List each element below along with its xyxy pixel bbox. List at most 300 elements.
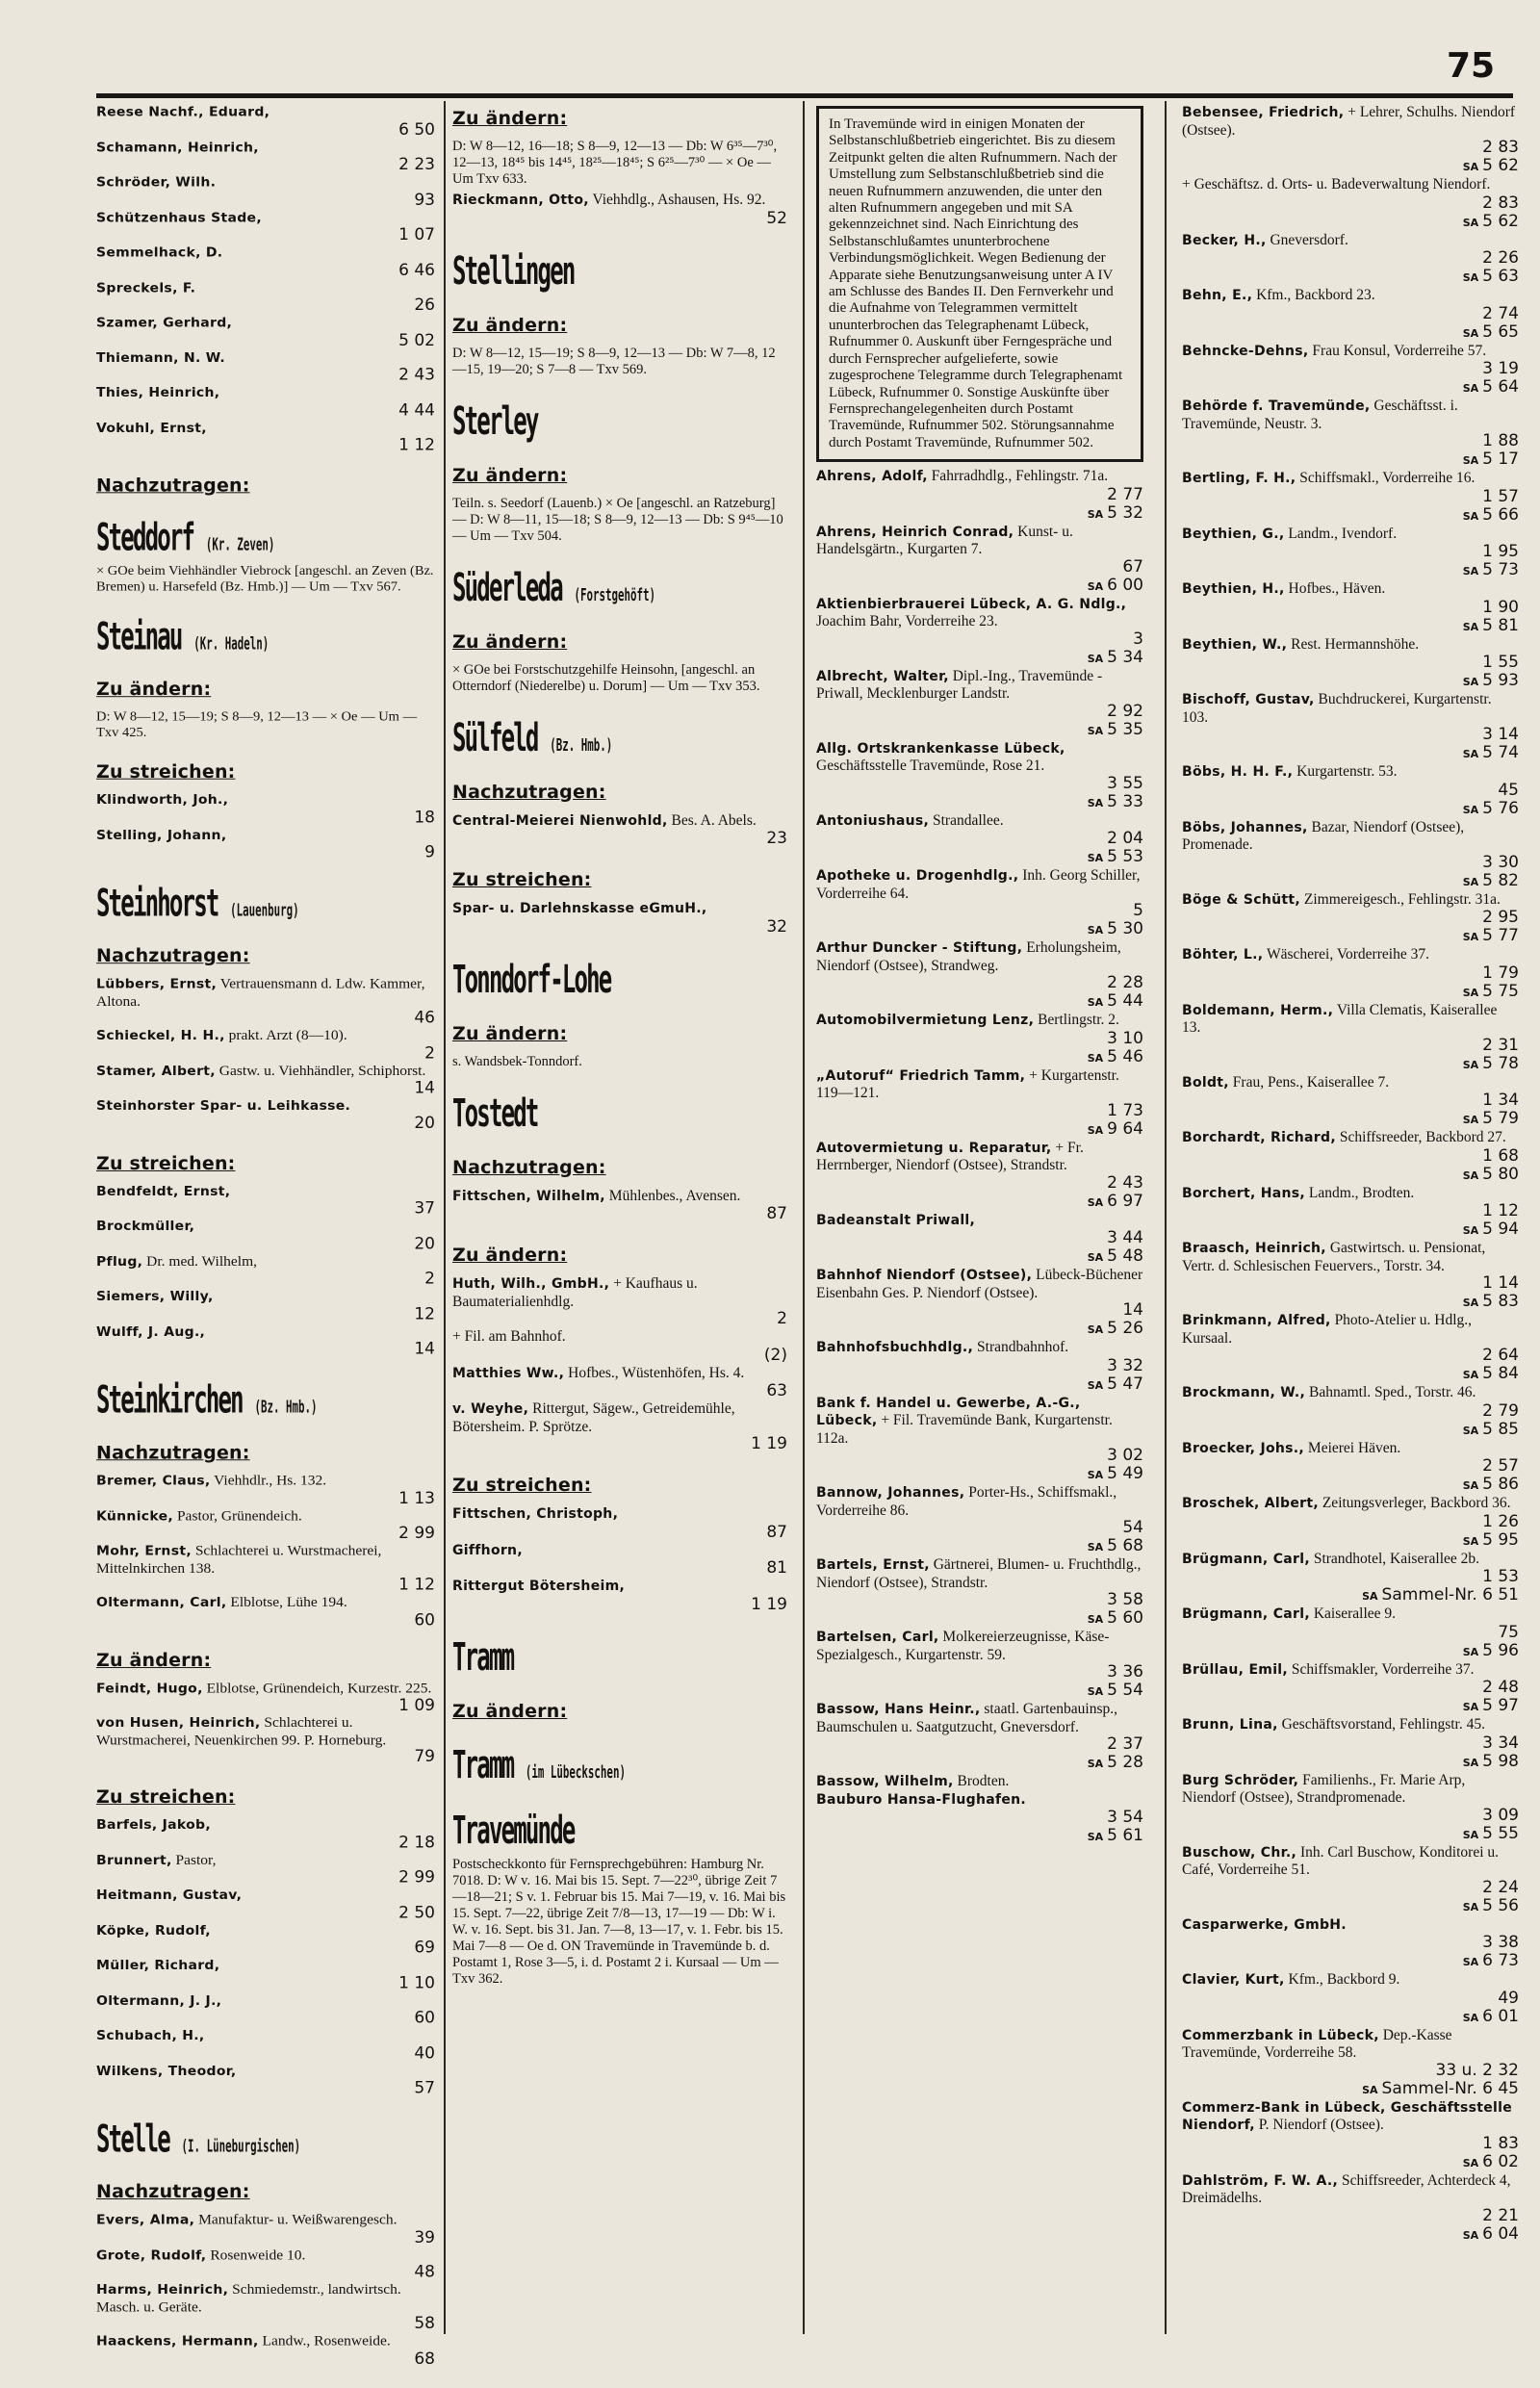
sa-label: SA: [1087, 1758, 1104, 1771]
directory-entry: [1182, 1971, 1519, 2027]
entry-info: Rittergut, Sägew., Getreidemühle, Bötersheim. P. Sprötze.: [452, 1400, 735, 1435]
entry-name: Spreckels, F.: [96, 280, 196, 295]
phone-number: 46: [414, 1008, 435, 1028]
entry-phone: [1182, 543, 1519, 561]
sa-label: SA: [1087, 852, 1104, 865]
entry-phone: [452, 830, 787, 848]
place-region: (Bz. Hmb.): [550, 734, 613, 756]
sa-label: SA: [1462, 326, 1479, 340]
entry-name: Antoniushaus,: [816, 812, 930, 829]
place-info: Postscheckkonto für Fernsprechgebühren: Hamburg Nr. 7018. D: W v. 16. Mai bis 15. Sept. 7—22³⁰, übrige Zeit 7—18—21; S v. 1. Februar bis 15. Mai 7—19, v. 16. Mai bis 15. Sept. 7—22, übrige Zeit 7/8—13, 17—19 — Db: W i. W. v. 16. Sept. bis 31. Jan. 7—8, 13—17, v. 1. Febr. bis 15. Mai 7—8 — Oe d. ON Travemünde in Travemünde b. d. Postamt 1, Rose 3—5, i. d. Postamt 2 i. Kursaal — Um — Txv 362.: [452, 1856, 786, 1987]
entry-name: Fittschen, Christoph,: [452, 1506, 619, 1522]
entry-info: Landm., Brodten.: [1308, 1184, 1415, 1201]
directory-entry: [96, 1680, 435, 1714]
entry-sa-phone: [816, 1375, 1143, 1395]
entry-name: Bassow, Hans Heinr.,: [816, 1702, 981, 1718]
place-name: Tramm: [452, 1742, 514, 1787]
directory-entry: [96, 1817, 435, 1852]
entry-name: Stelling, Johann,: [96, 827, 227, 843]
entry-name: Bremer, Claus,: [96, 1473, 211, 1489]
place-region: (Kr. Hadeln): [193, 634, 270, 655]
entry-phone: [816, 1301, 1143, 1320]
entry-info: Geschäftsvorstand, Fehlingstr. 45.: [1281, 1716, 1485, 1733]
entry-name: Central-Meierei Nienwohld,: [452, 812, 668, 829]
entry-phone: [1182, 432, 1519, 450]
entry-name: Beythien, W.,: [1182, 636, 1288, 653]
sa-label: SA: [1087, 507, 1104, 521]
entry-name: Reese Nachf., Eduard,: [96, 104, 270, 120]
entry-name: Harms, Heinrich,: [96, 2282, 229, 2298]
directory-entry: [96, 791, 435, 826]
place-info: Teiln. s. Seedorf (Lauenb.) × Oe [angeschl. an Ratzeburg] — D: W 8—11, 15—18; S 8—9, 12—13 — Db: S 9⁴⁵—10 — Um — Txv 504.: [452, 495, 783, 544]
sa-number: 5 28: [1107, 1753, 1143, 1773]
entry-phone: [96, 2044, 435, 2062]
entry-name: Matthies Ww.,: [452, 1365, 565, 1381]
entry-phone: [452, 1435, 787, 1453]
phone-number: 23: [766, 829, 787, 848]
entry-phone: [1182, 194, 1519, 213]
entry-sa-phone: [816, 992, 1143, 1012]
entry-sa-phone: [1182, 1110, 1519, 1129]
phone-number: 6 50: [398, 120, 435, 140]
entry-name: Behörde f. Travemünde,: [1182, 398, 1371, 414]
phone-number: 2 43: [398, 366, 435, 385]
place-info: s. Wandsbek-Tonndorf.: [452, 1053, 582, 1069]
section-heading: Zu ändern:: [452, 1245, 568, 1266]
sa-number: 5 68: [1107, 1536, 1143, 1556]
entry-sa-phone: [1182, 561, 1519, 580]
entry-info: Bahnamtl. Sped., Torstr. 46.: [1308, 1384, 1476, 1400]
sa-number: 5 33: [1107, 791, 1143, 811]
phone-number: 63: [766, 1381, 787, 1400]
entry-list: [1182, 104, 1519, 2245]
place-name: Steddorf: [96, 516, 194, 560]
entry-list: [96, 2212, 435, 2369]
entry-list: [452, 192, 787, 228]
entry-phone: [96, 2316, 435, 2333]
phone-number: 2 64: [1482, 1346, 1519, 1365]
phone-number: 2: [424, 1043, 435, 1063]
directory-entry: [816, 867, 1143, 939]
entry-info: Strandhotel, Kaiserallee 2b.: [1313, 1550, 1480, 1567]
phone-number: 1 12: [398, 436, 435, 455]
phone-number: 75: [1498, 1622, 1519, 1642]
place-heading: [452, 1809, 654, 1853]
entry-name: Steinhorster Spar- u. Leihkasse.: [96, 1098, 351, 1114]
place-heading: [96, 616, 299, 659]
entry-phone: [1182, 1402, 1519, 1421]
place-region: (Lauenburg): [230, 901, 299, 921]
phone-number: 87: [766, 1522, 787, 1542]
entry-phone: [96, 1200, 435, 1218]
directory-entry: [96, 1253, 435, 1288]
place-heading: [96, 2118, 299, 2162]
entry-info: Kunst- u. Handelsgärtn., Kurgarten 7.: [816, 523, 1073, 558]
entry-phone: [96, 226, 435, 244]
directory-entry: [1182, 1495, 1519, 1551]
place-heading: [452, 566, 654, 610]
entry-phone: [1182, 1202, 1519, 1220]
entry-info: Schiffsmakl., Vorderreihe 16.: [1299, 470, 1476, 486]
sa-label: SA: [1087, 1541, 1104, 1554]
place-region: (I. Lüneburgischen): [181, 2136, 301, 2157]
sa-number: 5 86: [1482, 1475, 1519, 1494]
entry-phone: [816, 1102, 1143, 1120]
phone-number: 14: [1122, 1300, 1143, 1321]
column-divider: [444, 101, 446, 2334]
entry-info: Gastwirtsch. u. Pensionat, Vertr. d. Schlesischen Feuervers., Torstr. 34.: [1182, 1240, 1486, 1274]
entry-phone: [96, 402, 435, 420]
sa-label: SA: [1462, 875, 1479, 888]
entry-name: Commerzbank in Lübeck,: [1182, 2027, 1379, 2043]
entry-name: von Husen, Heinrich,: [96, 1715, 261, 1732]
entry-phone: [1182, 1734, 1519, 1753]
sa-number: 5 75: [1482, 981, 1519, 1001]
directory-entry: [1182, 891, 1519, 947]
entry-info: Dipl.-Ing., Travemünde - Priwall, Mecklenburger Landstr.: [816, 667, 1103, 703]
sa-number: 5 46: [1107, 1046, 1143, 1066]
entry-name: Bank f. Handel u. Gewerbe, A.-G., Lübeck,: [816, 1395, 1081, 1429]
entry-name: Grote, Rudolf,: [96, 2247, 207, 2263]
entry-name: Bassow, Wilhelm,: [816, 1774, 954, 1790]
directory-entry: [96, 1887, 435, 1921]
column-divider: [1165, 101, 1167, 2334]
entry-info: Erholungsheim, Niendorf (Ostsee), Strandweg.: [816, 939, 1121, 974]
directory-entry: [96, 420, 435, 454]
directory-entry: [96, 174, 435, 209]
sa-number: 5 61: [1107, 1826, 1143, 1846]
section-heading: Zu ändern:: [452, 1022, 568, 1044]
entry-phone: [96, 1697, 435, 1714]
directory-entry: [816, 1140, 1143, 1212]
entry-info: Fahrradhdlg., Fehlingstr. 71a.: [931, 468, 1109, 485]
sa-number: 5 79: [1482, 1109, 1519, 1128]
entry-info: Photo-Atelier u. Hdlg., Kursaal.: [1182, 1312, 1473, 1347]
page-number: 75: [1447, 46, 1496, 86]
directory-entry: [96, 2247, 435, 2281]
entry-sa-phone: [1182, 1642, 1519, 1661]
sa-number: 5 73: [1482, 560, 1519, 579]
entry-sa-phone: [816, 1465, 1143, 1484]
phone-number: 57: [414, 2078, 435, 2098]
entry-info: + Fr. Herrnberger, Niendorf (Ostsee), Strandstr.: [816, 1139, 1084, 1174]
entry-info: Strandallee.: [933, 811, 1004, 829]
entry-sa-phone: [1182, 617, 1519, 636]
sa-number: Sammel-Nr. 6 45: [1381, 2078, 1519, 2098]
entry-sa-phone: [816, 1048, 1143, 1067]
sa-label: SA: [1362, 2083, 1378, 2096]
directory-entry: [96, 104, 435, 139]
entry-sa-phone: [1182, 872, 1519, 891]
directory-entry: [816, 1701, 1143, 1773]
entry-phone: [1182, 360, 1519, 378]
entry-info: Inh. Carl Buschow, Konditorei u. Café, Vorderreihe 51.: [1182, 1843, 1500, 1878]
entry-phone: [96, 1869, 435, 1887]
phone-number: 45: [1498, 780, 1519, 800]
entry-info: Elblotse, Grünendeich, Kurzestr. 225.: [206, 1680, 432, 1696]
phone-number: 69: [414, 1938, 435, 1958]
phone-number: 48: [414, 2263, 435, 2282]
phone-number: 1 79: [1482, 963, 1519, 983]
directory-entry: [96, 1922, 435, 1957]
phone-number: 14: [414, 1339, 435, 1359]
sa-label: SA: [1087, 1051, 1104, 1065]
directory-entry: [96, 1063, 435, 1097]
entry-sa-phone: [1182, 268, 1519, 287]
entry-sa-phone: [816, 1193, 1143, 1212]
entry-phone: [816, 1357, 1143, 1375]
entry-list: [452, 812, 787, 849]
entry-phone: [452, 918, 787, 937]
place-heading: [452, 399, 654, 444]
entry-name: Boldt,: [1182, 1074, 1229, 1091]
directory-entry: [816, 1484, 1143, 1556]
entry-name: Bertling, F. H.,: [1182, 471, 1296, 486]
entry-name: Oltermann, Carl,: [96, 1595, 227, 1610]
phone-number: 1 57: [1482, 486, 1519, 506]
sa-label: SA: [1462, 1756, 1479, 1769]
sa-number: 5 44: [1107, 991, 1143, 1012]
entry-name: Thiemann, N. W.: [96, 350, 225, 366]
directory-entry: [452, 900, 787, 937]
sa-number: 5 93: [1482, 671, 1519, 690]
phone-number: 3 14: [1482, 725, 1519, 744]
entry-sa-phone: [1182, 2080, 1519, 2099]
entry-phone: [1182, 1990, 1519, 2008]
entry-name: Stamer, Albert,: [96, 1063, 216, 1079]
sa-label: SA: [1462, 676, 1479, 688]
place-name: Stellingen: [452, 248, 575, 294]
phone-number: 1 13: [398, 1488, 435, 1508]
phone-number: 2 24: [1482, 1877, 1519, 1897]
entry-info: Manufaktur- u. Weißwarengesch.: [198, 2211, 398, 2228]
directory-entry: [1182, 1129, 1519, 1185]
sa-number: 5 81: [1482, 615, 1519, 635]
sa-label: SA: [1087, 1613, 1104, 1627]
sa-number: 5 80: [1482, 1164, 1519, 1184]
entry-sa-phone: [816, 848, 1143, 867]
entry-name: Schieckel, H. H.,: [96, 1028, 225, 1043]
entry-sa-phone: [1182, 1586, 1519, 1605]
entry-info: Rest. Hermannshöhe.: [1291, 635, 1420, 653]
phone-number: 2: [424, 1269, 435, 1289]
entry-phone: [1182, 2062, 1519, 2080]
directory-entry: [1182, 580, 1519, 636]
sa-number: 5 53: [1107, 847, 1143, 867]
entry-phone: [96, 1749, 435, 1766]
entry-phone: [96, 367, 435, 384]
directory-entry: [1182, 1661, 1519, 1717]
entry-name: Brinkmann, Alfred,: [1182, 1313, 1331, 1328]
directory-entry: [96, 2333, 435, 2368]
directory-entry: [816, 939, 1143, 1012]
entry-sa-phone: [816, 721, 1143, 740]
entry-name: Wulff, J. Aug.,: [96, 1323, 206, 1340]
phone-number: 2 83: [1482, 138, 1519, 157]
entry-info: + Fil. Travemünde Bank, Kurgartenstr. 112a.: [816, 1412, 1113, 1447]
phone-number: 2 57: [1482, 1456, 1519, 1476]
entry-name: Feindt, Hugo,: [96, 1681, 203, 1696]
sa-label: SA: [1462, 509, 1479, 523]
entry-sa-phone: [816, 1247, 1143, 1267]
entry-info: Kfm., Backbord 23.: [1256, 287, 1375, 303]
phone-number: 14: [414, 1078, 435, 1098]
entry-phone: [96, 1341, 435, 1358]
entry-sa-phone: [1182, 1897, 1519, 1916]
phone-number: 2 50: [398, 1903, 435, 1922]
entry-name: Klindworth, Joh.,: [96, 792, 229, 808]
place-info: D: W 8—12, 16—18; S 8—9, 12—13 — Db: W 6³⁵—7³⁰, 12—13, 18⁴⁵ bis 14⁴⁵, 18²⁵—18⁴⁵; S 6²⁵—7³⁰ — × Oe — Um Txv 633.: [452, 139, 778, 187]
entry-phone: [96, 2350, 435, 2368]
entry-phone: [816, 558, 1143, 577]
directory-entry: [452, 1328, 787, 1365]
phone-number: 1 10: [398, 1973, 435, 1992]
phone-number: 87: [766, 1204, 787, 1223]
phone-number: 79: [414, 1747, 435, 1767]
entry-info: Schmiedemstr., landwirtsch. Masch. u. Geräte.: [96, 2281, 401, 2316]
phone-number: 2 99: [398, 1868, 435, 1887]
entry-name: Oltermann, J. J.,: [96, 1992, 222, 2009]
entry-phone: [816, 1663, 1143, 1682]
entry-phone: [96, 1490, 435, 1507]
entry-name: Köpke, Rudolf,: [96, 1922, 211, 1939]
sa-number: 6 73: [1482, 1951, 1519, 1970]
directory-entry: [816, 740, 1143, 812]
sa-number: 5 60: [1107, 1608, 1143, 1629]
entry-sa-phone: [816, 577, 1143, 596]
phone-number: 2 92: [1107, 701, 1143, 721]
sa-label: SA: [1462, 1058, 1479, 1071]
sa-label: SA: [1462, 161, 1479, 173]
directory-entry: [96, 1183, 435, 1218]
phone-number: 2: [777, 1309, 787, 1328]
entry-info: Gneversdorf.: [1270, 231, 1348, 248]
sa-number: 5 76: [1482, 798, 1519, 818]
sa-label: SA: [1462, 1534, 1479, 1548]
entry-phone: [816, 1174, 1143, 1193]
phone-number: 2 26: [1482, 248, 1519, 268]
place-region: (im Lübeckschen): [525, 1761, 626, 1783]
entry-info: Zimmereigesch., Fehlingstr. 31a.: [1303, 890, 1501, 908]
sa-number: 5 32: [1107, 502, 1143, 523]
place-info: D: W 8—12, 15—19; S 8—9, 12—13 — × Oe — Um — Txv 425.: [96, 708, 418, 740]
entry-info: prakt. Arzt (8—10).: [228, 1027, 347, 1043]
entry-name: Allg. Ortskrankenkasse Lübeck,: [816, 740, 1065, 757]
phone-number: 1 90: [1482, 597, 1519, 617]
entry-name: Müller, Richard,: [96, 1958, 220, 1973]
sa-label: SA: [1087, 1831, 1104, 1844]
entry-phone: [816, 974, 1143, 992]
sa-label: SA: [1462, 216, 1479, 229]
directory-entry: [452, 812, 787, 849]
entry-list: [96, 976, 435, 1133]
entry-name: Brügmann, Carl,: [1182, 1551, 1310, 1567]
directory-entry: [1182, 2172, 1519, 2245]
entry-name: Broecker, Johs.,: [1182, 1440, 1305, 1456]
entry-info: Vertrauensmann d. Ldw. Kammer, Altona.: [96, 975, 425, 1010]
place-heading: [452, 249, 654, 294]
entry-name: Schamann, Heinrich,: [96, 140, 259, 155]
entry-phone: [1182, 1568, 1519, 1586]
section-heading: Nachzutragen:: [452, 1156, 606, 1178]
directory-entry: [96, 244, 435, 279]
entry-name: Böbs, Johannes,: [1182, 819, 1308, 835]
entry-info: Frau, Pens., Kaiserallee 7.: [1232, 1073, 1390, 1091]
entry-info: Zeitungsverleger, Backbord 36.: [1322, 1495, 1511, 1511]
entry-info: Kurgartenstr. 53.: [1296, 763, 1398, 780]
phone-number: 2 48: [1482, 1678, 1519, 1697]
sa-number: 5 35: [1107, 719, 1143, 739]
sa-number: 5 74: [1482, 743, 1519, 762]
entry-name: Barfels, Jakob,: [96, 1817, 211, 1834]
entry-phone: [452, 1310, 787, 1328]
entry-sa-phone: [1182, 378, 1519, 398]
sa-label: SA: [1462, 2156, 1479, 2170]
directory-entry: [96, 1507, 435, 1542]
phone-number: 3 02: [1107, 1446, 1143, 1466]
entry-sa-phone: [1182, 323, 1519, 343]
directory-entry: [1182, 1384, 1519, 1440]
directory-entry: [1182, 1002, 1519, 1074]
directory-entry: [96, 1594, 435, 1629]
place-name: Travemünde: [452, 1808, 575, 1853]
entry-name: Brockmüller,: [96, 1219, 195, 1235]
entry-name: Bendfeldt, Ernst,: [96, 1184, 231, 1199]
entry-name: Lübbers, Ernst,: [96, 976, 218, 992]
entry-phone: [1182, 488, 1519, 506]
sa-label: SA: [1087, 579, 1104, 593]
entry-list: [452, 1188, 787, 1224]
entry-phone: [452, 210, 787, 228]
column-divider: [803, 101, 805, 2334]
entry-sa-phone: [1182, 800, 1519, 819]
directory-entry: [96, 1323, 435, 1358]
entry-name: Arthur Duncker - Stiftung,: [816, 940, 1023, 957]
sa-number: 6 04: [1482, 2223, 1519, 2244]
entry-phone: [452, 1596, 787, 1614]
directory-entry: [1182, 1185, 1519, 1241]
entry-list: [452, 1505, 787, 1614]
entry-sa-phone: [1182, 1753, 1519, 1772]
phone-number: 2 21: [1482, 2205, 1519, 2225]
place-region: (Kr. Zeven): [205, 535, 275, 555]
top-rule: [96, 93, 1513, 98]
entry-phone: [1182, 1347, 1519, 1365]
entry-sa-phone: [816, 1320, 1143, 1339]
directory-entry: [452, 1542, 787, 1579]
entry-phone: [1182, 2135, 1519, 2153]
entry-name: Behncke-Dehns,: [1182, 343, 1309, 359]
phone-number: 3 32: [1107, 1355, 1143, 1375]
place-name: Tonndorf-Lohe: [452, 957, 611, 1002]
sa-number: 5 47: [1107, 1374, 1143, 1394]
entry-sa-phone: [1182, 1421, 1519, 1440]
directory-entry: [1182, 470, 1519, 526]
directory-entry: [1182, 1440, 1519, 1496]
entry-sa-phone: [1182, 1531, 1519, 1551]
directory-entry: [816, 524, 1143, 596]
phone-number: 3 34: [1482, 1733, 1519, 1753]
sa-label: SA: [1462, 1701, 1479, 1713]
entry-name: Braasch, Heinrich,: [1182, 1241, 1326, 1256]
entry-info: Gastw. u. Viehhändler, Schiphorst.: [218, 1062, 426, 1079]
entry-sa-phone: [816, 1609, 1143, 1629]
entry-name: Broschek, Albert,: [1182, 1496, 1319, 1511]
sa-number: 9 64: [1107, 1118, 1143, 1139]
entry-phone: [1182, 1807, 1519, 1825]
entry-name: Buschow, Chr.,: [1182, 1844, 1297, 1861]
sa-label: SA: [1462, 1479, 1479, 1492]
